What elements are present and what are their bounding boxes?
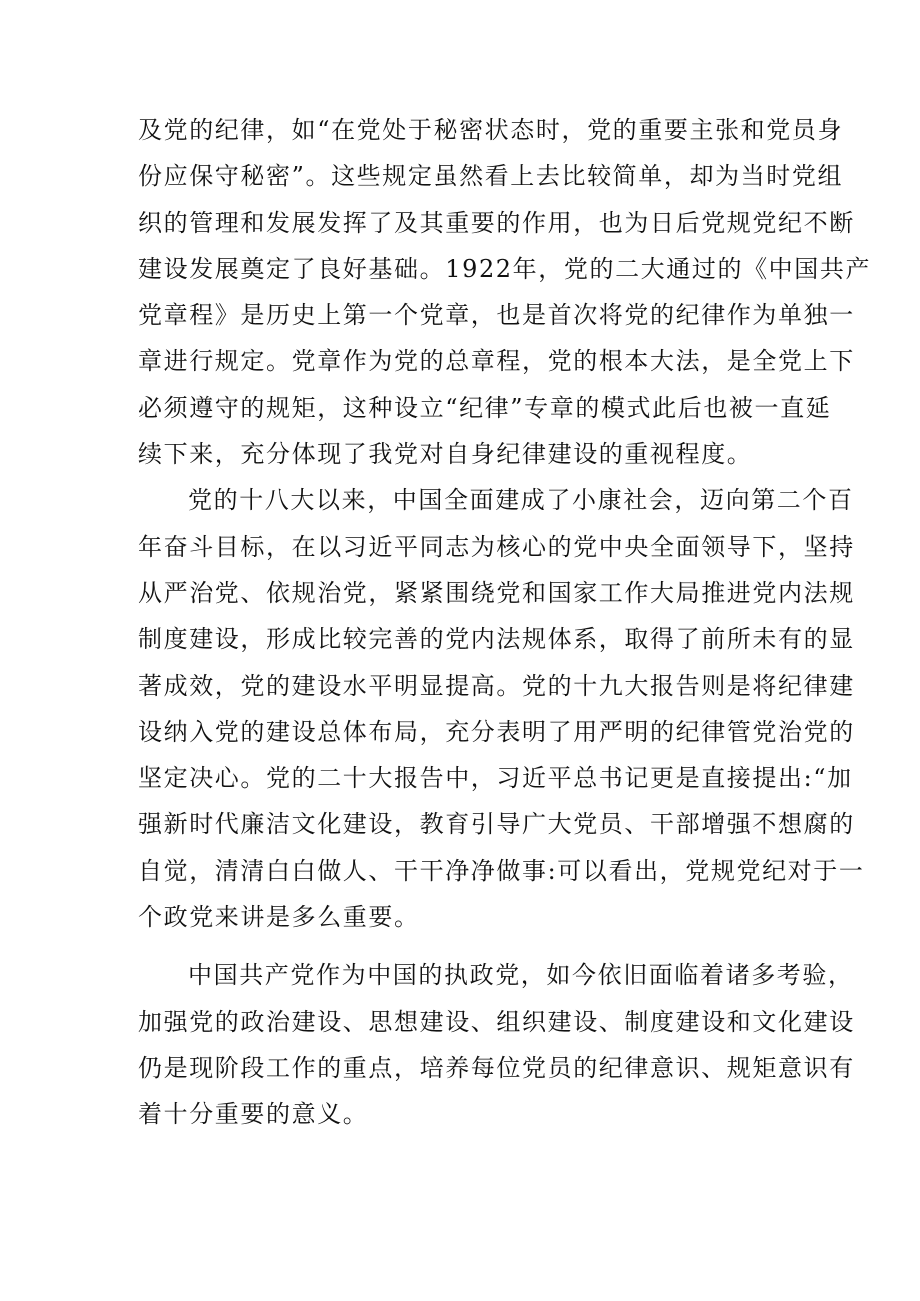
text-line: 个政党来讲是多么重要。 (138, 903, 420, 932)
text-line: 章进行规定。党章作为党的总章程，党的根本大法，是全党上下 (138, 347, 855, 376)
text-line: 建设发展奠定了良好基础。1922年，党的二大通过的《中国共产 (138, 254, 872, 283)
text-line: 著成效，党的建设水平明显提高。党的十九大报告则是将纪律建 (138, 671, 855, 700)
text-line: 党章程》是历史上第一个党章，也是首次将党的纪律作为单独一 (138, 301, 855, 330)
document-body (138, 107, 872, 1138)
text-line: 着十分重要的意义。 (138, 1100, 369, 1129)
paragraph-2 (138, 477, 865, 940)
paragraph-1 (138, 107, 872, 477)
text-line: 从严治党、依规治党，紧紧围绕党和国家工作大局推进党内法规 (138, 578, 855, 607)
text-line: 织的管理和发展发挥了及其重要的作用，也为日后党规党纪不断 (138, 208, 855, 237)
text-line: 年奋斗目标，在以习近平同志为核心的党中央全面领导下，坚持 (138, 532, 855, 561)
text-line: 制度建设，形成比较完善的党内法规体系，取得了前所未有的显 (138, 625, 855, 654)
text-line: 设纳入党的建设总体布局，充分表明了用严明的纪律管党治党的 (138, 717, 855, 746)
text-line: 仍是现阶段工作的重点，培养每位党员的纪律意识、规矩意识有 (138, 1053, 855, 1082)
text-line: 强新时代廉洁文化建设，教育引导广大党员、干部增强不想腐的 (138, 810, 855, 839)
text-line: 份应保守秘密”。这些规定虽然看上去比较简单，却为当时党组 (138, 162, 844, 191)
text-line: 坚定决心。党的二十大报告中，习近平总书记更是直接提出:“加 (138, 764, 853, 793)
paragraph-spacer (138, 940, 798, 952)
text-line: 党的十八大以来，中国全面建成了小康社会，迈向第二个百 (188, 486, 854, 515)
text-line: 及党的纪律，如“在党处于秘密状态时，党的重要主张和党员身 (138, 116, 844, 144)
text-line: 中国共产党作为中国的执政党，如今依旧面临着诸多考验， (188, 961, 854, 990)
text-line: 必须遵守的规矩，这种设立“纪律”专章的模式此后也被一直延 (138, 393, 832, 422)
text-line: 自觉，清清白白做人、干干净净做事:可以看出，党规党纪对于一 (138, 856, 865, 885)
text-line: 续下来，充分体现了我党对自身纪律建设的重视程度。 (138, 440, 753, 469)
text-line: 加强党的政治建设、思想建设、组织建设、制度建设和文化建设 (138, 1007, 855, 1036)
paragraph-3 (138, 952, 855, 1137)
